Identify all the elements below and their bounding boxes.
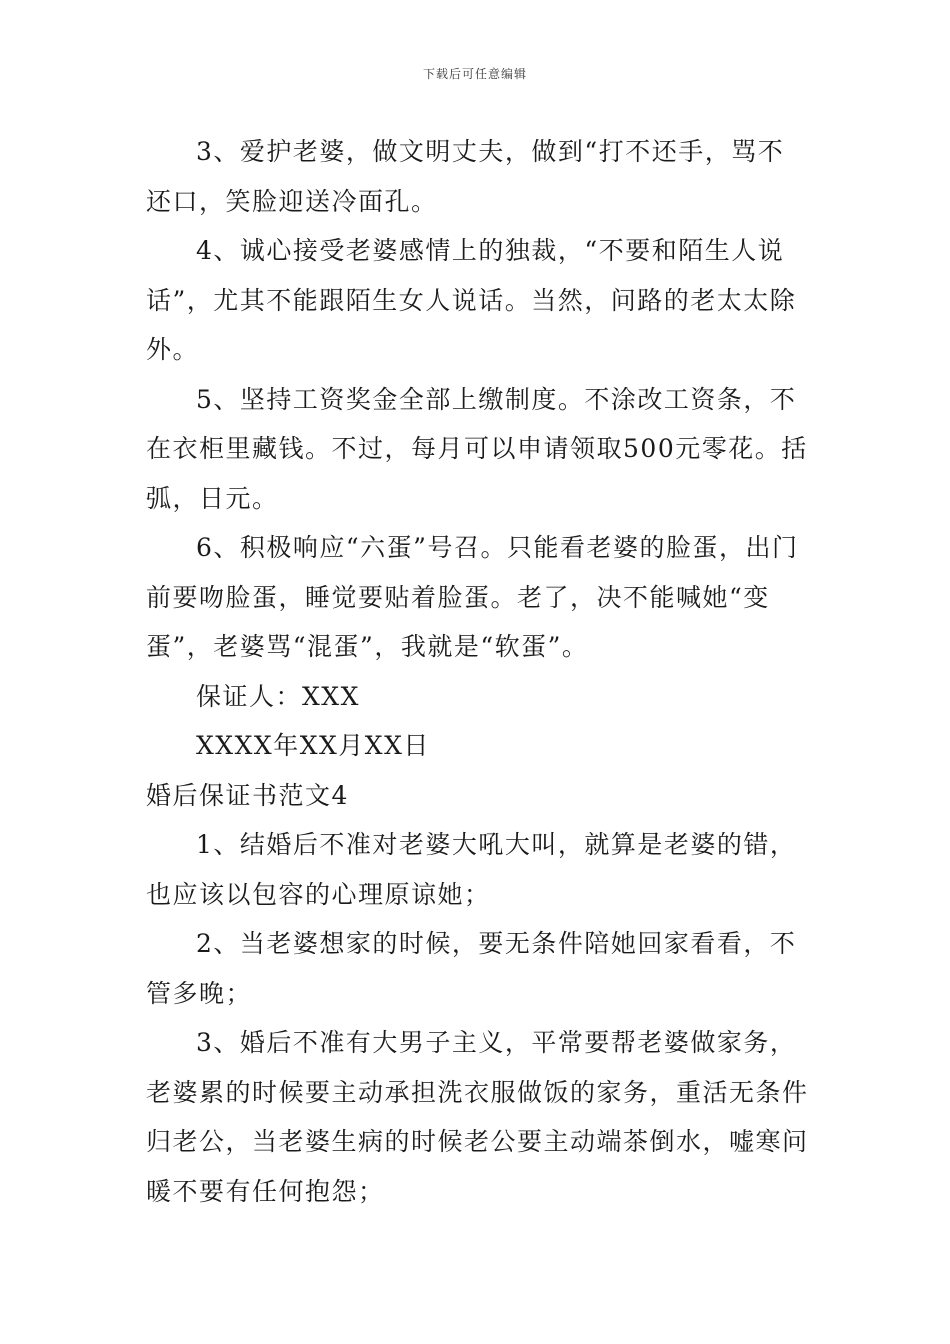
paragraph-item-2: 2、当老婆想家的时候，要无条件陪她回家看看，不管多晚；: [146, 929, 797, 1008]
section-heading: 婚后保证书范文4: [146, 780, 349, 810]
paragraph-item-5: 5、坚持工资奖金全部上缴制度。不涂改工资条，不在衣柜里藏钱。不过，每月可以申请领取500元零花。括弧，日元。: [146, 384, 808, 513]
paragraph-item-4: 4、诚心接受老婆感情上的独裁，“不要和陌生人说话”，尤其不能跟陌生女人说话。当然，问路的老太太除外。: [146, 236, 797, 364]
paragraph-item-6: 6、积极响应“六蛋”号召。只能看老婆的脸蛋，出门前要吻脸蛋，睡觉要贴着脸蛋。老了，决不能喊她“变蛋”，老婆骂“混蛋”，我就是“软蛋”。: [146, 533, 799, 661]
paragraph-item-3b: 3、婚后不准有大男子主义，平常要帮老婆做家务，老婆累的时候要主动承担洗衣服做饭的家务，重活无条件归老公，当老婆生病的时候老公要主动端茶倒水，嘘寒问暖不要有任何抱怨；: [146, 1028, 809, 1206]
document-body: [146, 127, 810, 1216]
header-note: 下载后可任意编辑: [422, 67, 527, 81]
paragraph-item-1: 1、结婚后不准对老婆大吼大叫，就算是老婆的错，也应该以包容的心理原谅她；: [146, 830, 797, 909]
paragraph-item-3: 3、爱护老婆，做文明丈夫，做到“打不还手，骂不还口，笑脸迎送冷面孔。: [146, 137, 785, 216]
date-line: XXXX年XX月XX日: [196, 731, 430, 760]
guarantor-line: 保证人：XXX: [196, 681, 360, 711]
